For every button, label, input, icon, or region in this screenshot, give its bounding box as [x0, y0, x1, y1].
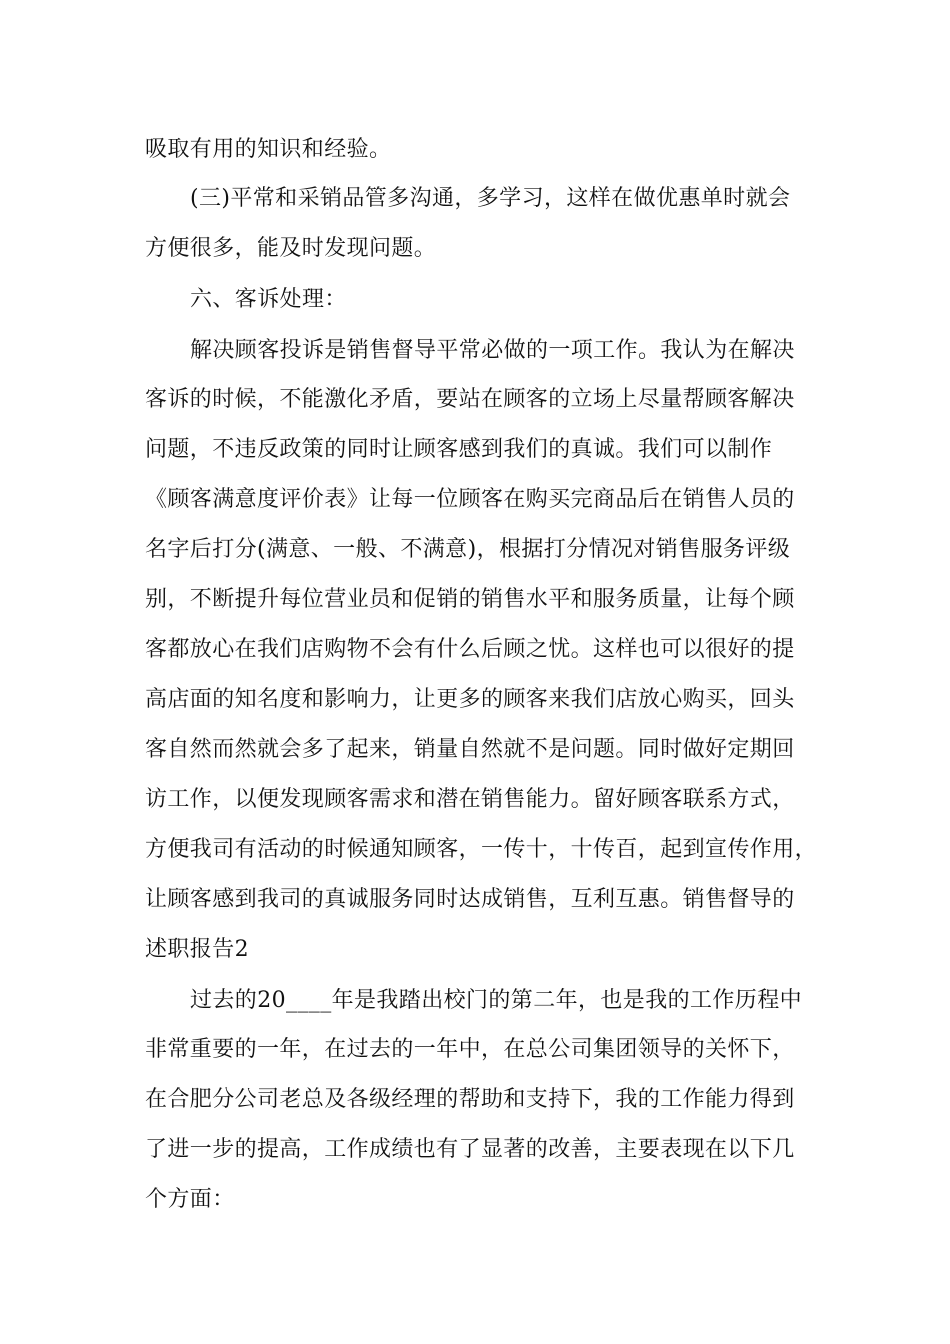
text-line: 客自然而然就会多了起来，销量自然就不是问题。同时做好定期回 — [145, 737, 795, 762]
text-line: 客都放心在我们店购物不会有什么后顾之忧。这样也可以很好的提 — [145, 637, 795, 662]
text-line: 非常重要的一年，在过去的一年中，在总公司集团领导的关怀下， — [145, 1037, 795, 1062]
text-line: 过去的20____年是我踏出校门的第二年，也是我的工作历程中 — [190, 988, 802, 1013]
text-line: 访工作，以便发现顾客需求和潜在销售能力。留好顾客联系方式， — [145, 787, 795, 812]
report-title-line: 述职报告2 — [145, 937, 249, 962]
text-line: 名字后打分(满意、一般、不满意)，根据打分情况对销售服务评级 — [145, 537, 791, 562]
text-line: 在合肥分公司老总及各级经理的帮助和支持下，我的工作能力得到 — [145, 1087, 795, 1112]
text-line: 客诉的时候，不能激化矛盾，要站在顾客的立场上尽量帮顾客解决 — [145, 387, 795, 412]
text-line: 高店面的知名度和影响力，让更多的顾客来我们店放心购买，回头 — [145, 687, 795, 712]
text-line: 解决顾客投诉是销售督导平常必做的一项工作。我认为在解决 — [190, 338, 795, 363]
text-line: 方便很多，能及时发现问题。 — [145, 236, 437, 261]
section-heading: 六、客诉处理： — [190, 287, 347, 312]
text-line: 个方面： — [145, 1187, 235, 1212]
text-line: 了进一步的提高，工作成绩也有了显著的改善，主要表现在以下几 — [145, 1137, 795, 1162]
text-line: 方便我司有活动的时候通知顾客，一传十，十传百，起到宣传作用， — [145, 837, 818, 862]
text-line: 问题，不违反政策的同时让顾客感到我们的真诚。我们可以制作 — [145, 437, 773, 462]
text-line: 《顾客满意度评价表》让每一位顾客在购买完商品后在销售人员的 — [145, 487, 795, 512]
text-line: 吸取有用的知识和经验。 — [145, 137, 392, 162]
text-line: 别，不断提升每位营业员和促销的销售水平和服务质量，让每个顾 — [145, 587, 795, 612]
text-line: (三)平常和采销品管多沟通，多学习，这样在做优惠单时就会 — [190, 186, 791, 211]
text-line: 让顾客感到我司的真诚服务同时达成销售，互利互惠。销售督导的 — [145, 887, 795, 912]
